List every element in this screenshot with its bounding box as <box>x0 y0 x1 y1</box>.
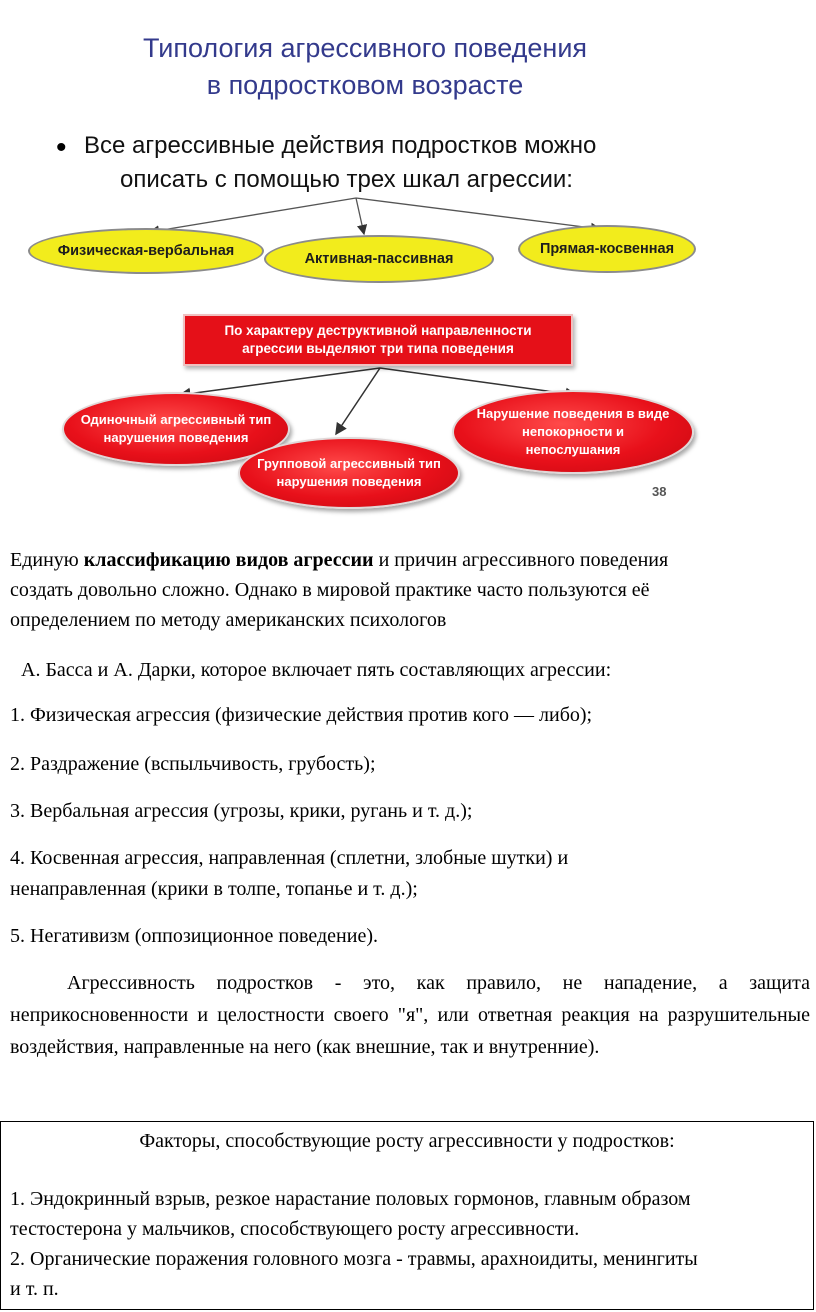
arrow-to-scale-2 <box>356 198 364 234</box>
intro-paragraph <box>10 545 810 635</box>
factor-line: тестостерона у мальчиков, способствующего росту агрессивности. <box>10 1218 580 1240</box>
bullet-marker: • <box>56 131 67 164</box>
list-item-2: 2. Раздражение (вспыльчивость, грубость); <box>10 753 376 775</box>
scale-oval-direct-indirect <box>518 225 696 273</box>
box-line: агрессии выделяют три типа поведения <box>242 341 514 356</box>
box-line: По характеру деструктивной направленности <box>224 323 532 338</box>
scale-oval-label: Физическая-вербальная <box>57 243 235 259</box>
intro-text: и причин агрессивного поведения <box>373 549 669 571</box>
arrow-to-scale-3 <box>356 198 600 229</box>
slide-title-line: в подростковом возрасте <box>206 70 524 100</box>
intro-line: создать довольно сложно. Однако в мировой практике часто пользуются её <box>10 579 650 601</box>
list-item-5: 5. Негативизм (оппозиционное поведение). <box>10 925 378 947</box>
destructive-types-box <box>183 314 573 366</box>
type-oval-line: нарушения поведения <box>276 474 422 489</box>
factor-line: 1. Эндокринный взрыв, резкое нарастание половых гормонов, главным образом <box>10 1188 691 1210</box>
aggression-paragraph: Агрессивность подростков - это, как правило, не нападение, а защита неприкосновенности и целостности своего "я", или ответная реакция на разрушительные воздействия, направленные на него (как внешние, так и внутренние). <box>10 972 810 1058</box>
scale-oval-label: Активная-пассивная <box>304 251 454 267</box>
intro-line <box>10 545 810 575</box>
scale-oval-active-passive <box>264 235 494 283</box>
scale-oval-physical-verbal <box>28 228 264 274</box>
authors-line: А. Басса и А. Дарки, которое включает пять составляющих агрессии: <box>21 659 612 681</box>
intro-text: Единую <box>10 549 84 571</box>
intro-line: определением по методу американских психологов <box>10 609 447 631</box>
factor-line: и т. п. <box>10 1278 59 1300</box>
intro-bold-term: классификацию видов агрессии <box>83 549 374 571</box>
slide-bullet-line: Все агрессивные действия подростков можно <box>84 132 597 159</box>
arrow-to-scale-1 <box>150 198 356 232</box>
list-item-3: 3. Вербальная агрессия (угрозы, крики, ругань и т. д.); <box>10 800 473 822</box>
slide-title-line: Типология агрессивного поведения <box>142 33 588 63</box>
type-oval-line: непослушания <box>525 442 621 457</box>
list-item-4: 4. Косвенная агрессия, направленная (сплетни, злобные шутки) и <box>10 847 569 869</box>
factor-line: 2. Органические поражения головного мозга - травмы, арахноидиты, менингиты <box>10 1248 698 1270</box>
factors-heading: Факторы, способствующие росту агрессивности у подростков: <box>139 1130 675 1152</box>
type-oval-line: Групповой агрессивный тип <box>257 456 441 471</box>
type-oval-line: нарушения поведения <box>103 430 249 445</box>
arrow-to-type-2 <box>336 368 380 434</box>
factors-list <box>10 1184 810 1304</box>
list-item-1: 1. Физическая агрессия (физические действия против кого — либо); <box>10 704 593 726</box>
list-item-4-cont: ненаправленная (крики в толпе, топанье и т. д.); <box>10 878 418 900</box>
arrow-to-type-1 <box>180 368 380 395</box>
type-oval-line: Нарушение поведения в виде <box>476 406 670 421</box>
slide-bullet-line: описать с помощью трех шкал агрессии: <box>120 166 573 193</box>
scale-oval-label: Прямая-косвенная <box>539 241 675 257</box>
type-oval-line: Одиночный агрессивный тип <box>80 412 272 427</box>
slide-number: 38 <box>652 484 667 499</box>
type-oval-line: непокорности и <box>522 424 624 439</box>
type-oval-group <box>238 437 460 509</box>
type-oval-disobedience <box>452 390 694 474</box>
